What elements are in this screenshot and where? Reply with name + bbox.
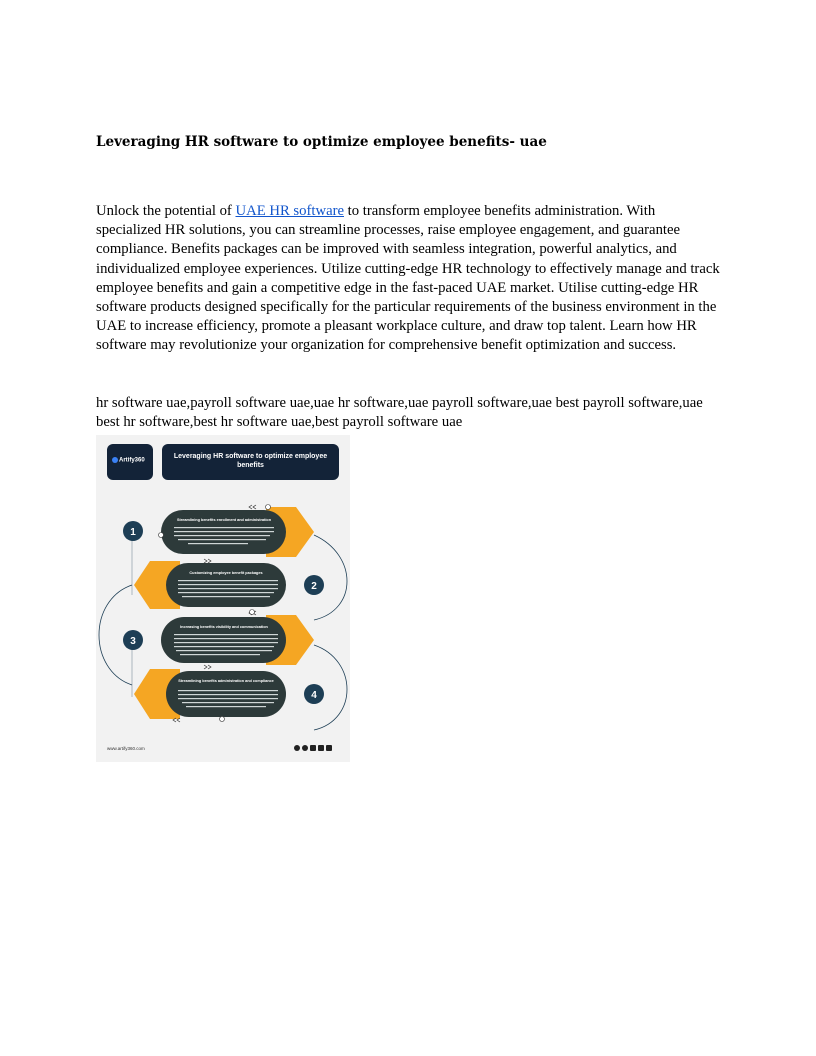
footer-url: www.artify360.com <box>107 746 145 751</box>
infographic-image <box>96 435 350 762</box>
step-3-number: 3 <box>130 636 136 647</box>
email-icon <box>326 745 332 751</box>
linkedin-icon <box>318 745 324 751</box>
pinterest-icon <box>302 745 308 751</box>
step-1-title: Streamlining benefits enrollment and administration <box>176 518 272 522</box>
step-3-title: Increasing benefits visibility and communication <box>180 625 268 629</box>
keywords-paragraph: hr software uae,payroll software uae,uae hr software,uae payroll software,uae best payroll software,uae best hr software,best hr software uae,best payroll software uae <box>96 395 703 431</box>
step-3-pill <box>161 617 286 663</box>
intro-text-start: Unlock the potential of <box>96 203 236 219</box>
intro-text-rest: to transform employee benefits administration. With specialized HR solutions, you can streamline processes, raise employee engagement, and guarantee compliance. Benefits packages can be improved with seamless integration, powerful analytics, and individualized employee experiences. Utilize cutting-edge HR technology to effectively manage and track employee benefits and gain a competitive edge in the fast-paced UAE market. Utilise cutting-edge HR software products designed specifically for the particular requirements of the business environment in the UAE to increase efficiency, promote a pleasant workplace culture, and draw top talent. Learn how HR software may revolutionize your organization for comprehensive benefit optimization and success. <box>96 203 720 354</box>
infographic-graphic <box>96 435 350 762</box>
uae-hr-software-link[interactable]: UAE HR software <box>235 203 344 219</box>
infographic-header <box>162 444 339 480</box>
step-4-title: Streamlining benefits administration and compliance <box>178 679 274 683</box>
step-4-number: 4 <box>311 690 317 701</box>
social-icons <box>294 745 332 751</box>
twitter-icon <box>310 745 316 751</box>
step-2-title: Customizing employee benefit packages <box>189 571 263 575</box>
logo-mark-icon <box>112 457 118 463</box>
infographic-header-text: Leveraging HR software to optimize employee benefits <box>173 453 328 469</box>
step-1-number: 1 <box>130 527 136 538</box>
logo-text: Artify360 <box>119 457 145 464</box>
artify-logo <box>107 444 153 480</box>
intro-paragraph <box>96 202 720 356</box>
step-2-number: 2 <box>311 581 317 592</box>
facebook-icon <box>294 745 300 751</box>
document-title: Leveraging HR software to optimize employee benefits- uae <box>96 134 547 150</box>
